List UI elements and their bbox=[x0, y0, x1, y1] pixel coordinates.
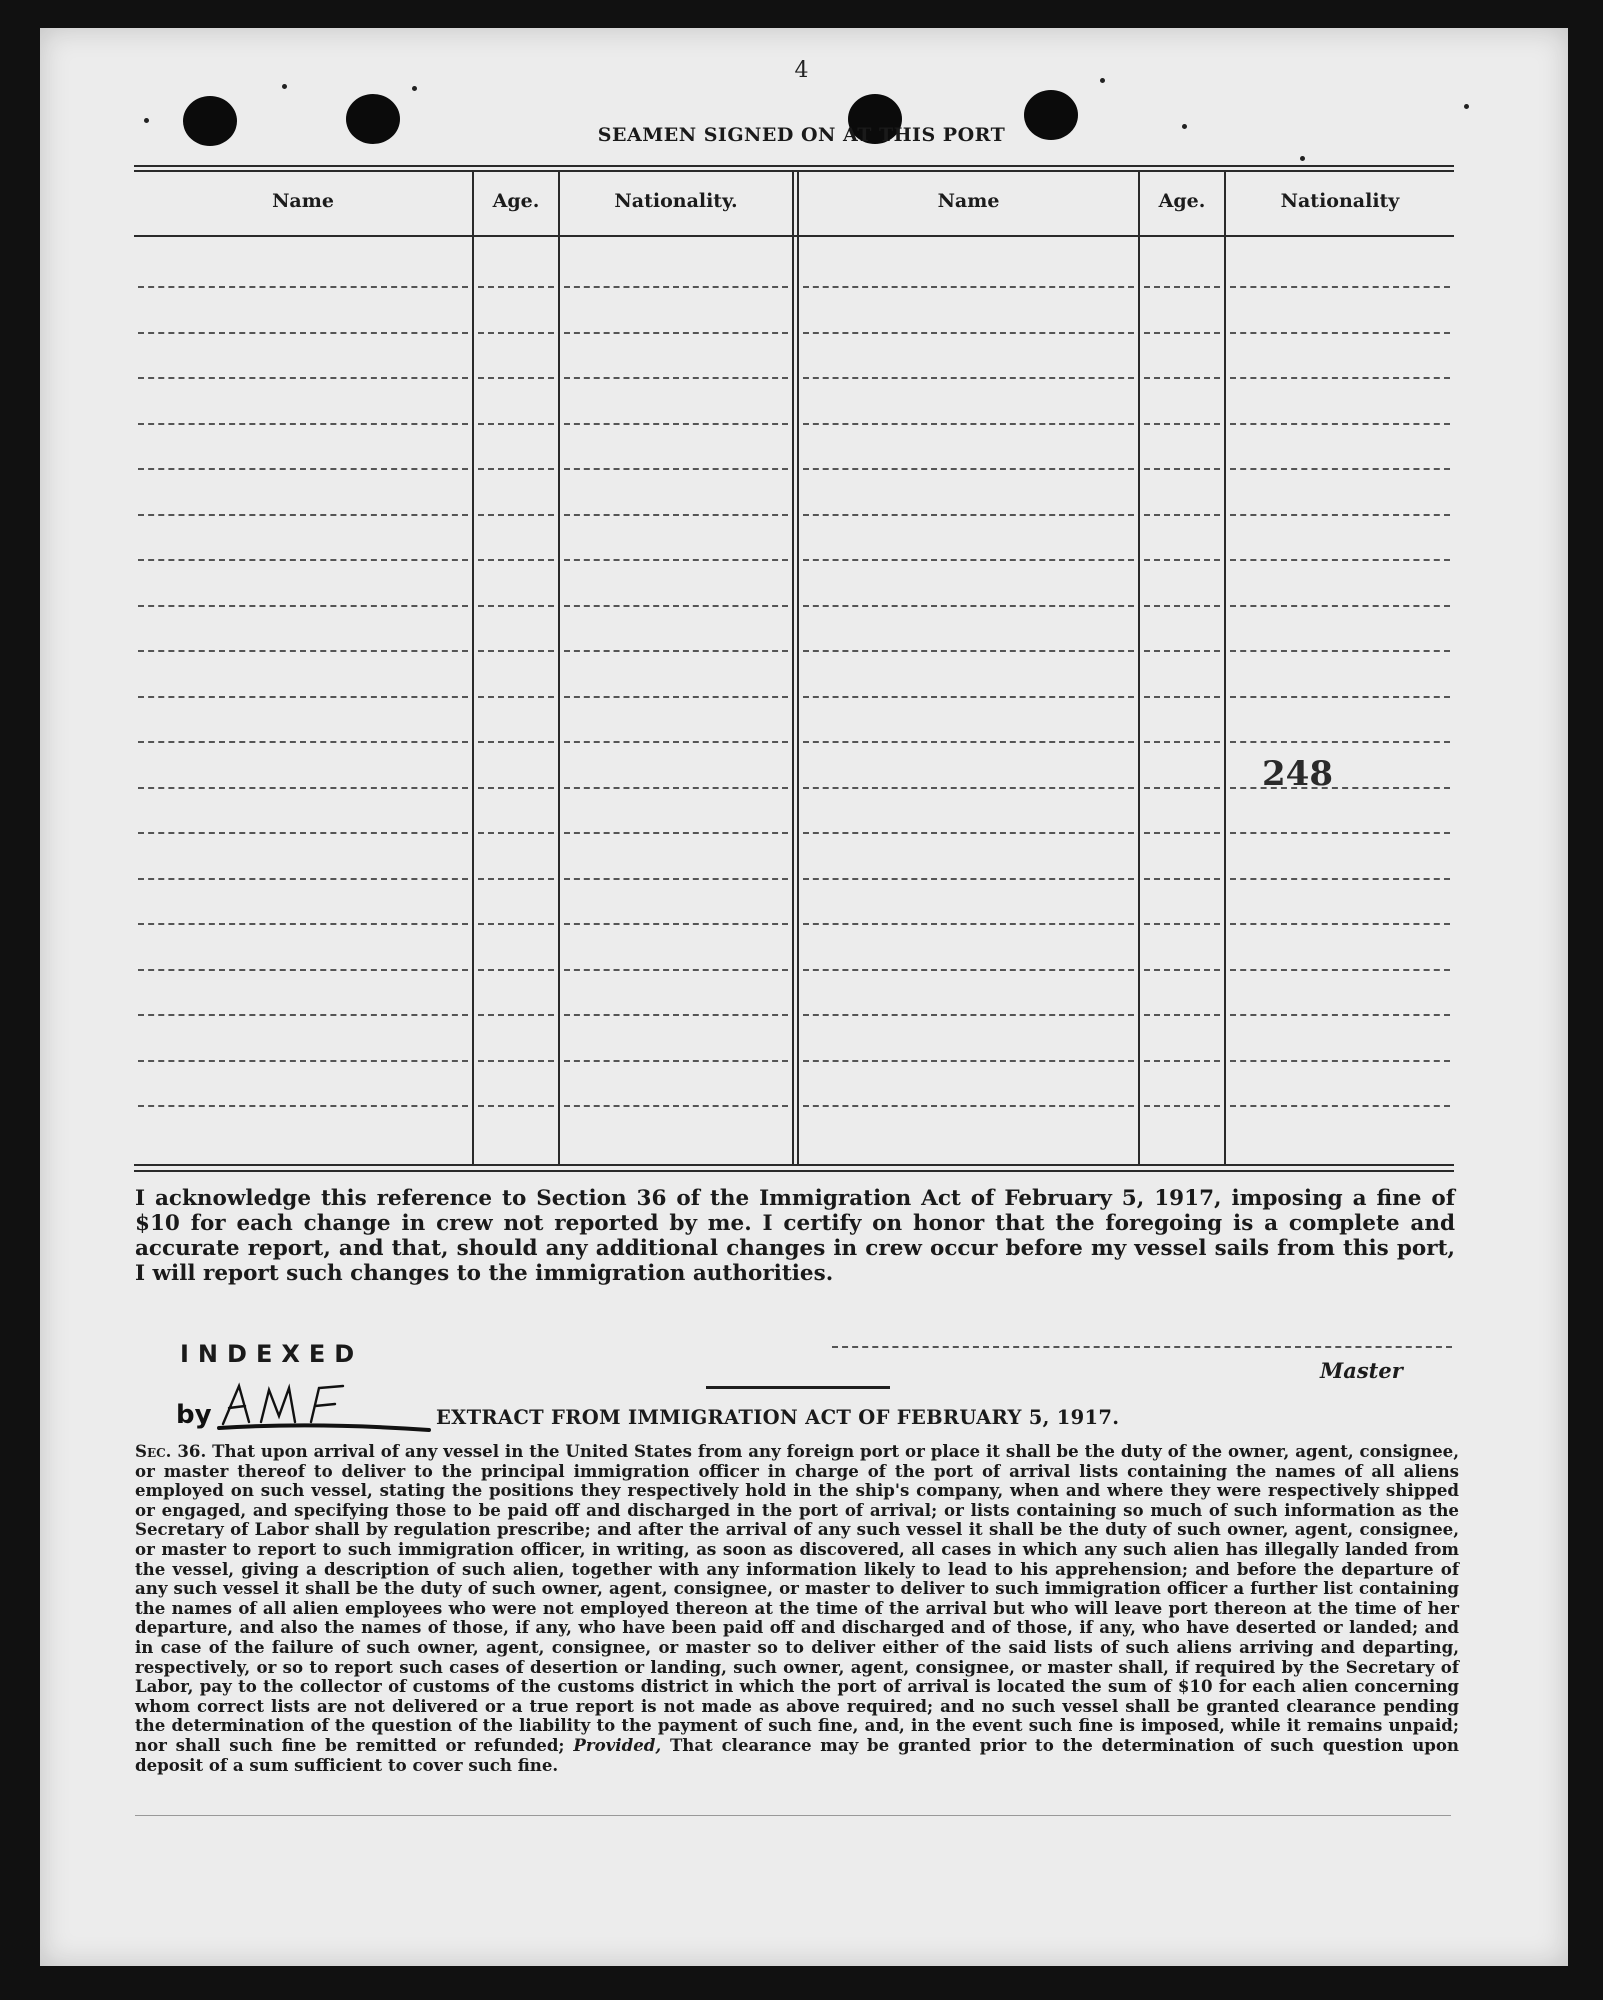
entry-line bbox=[138, 969, 468, 971]
entry-line bbox=[564, 423, 788, 425]
section-text-part1: That upon arrival of any vessel in the United States from any foreign port or place it shall be the duty of the owner, agent, consignee, or master thereof to deliver to the principal immigration officer in charge of the port of arrival lists containing the names of all aliens employed on such vessel, stating the positions they respectively hold in the ship's company, when and where they were respectively shipped or engaged, and specifying those to be paid off and discharged in the port of arrival; or lists containing so much of such information as the Secretary of Labor shall by regulation prescribe; and after the arrival of any such vessel it shall be the duty of such owner, agent, consignee, or master to report to such immigration officer, in writing, as soon as discovered, all cases in which any such alien has illegally landed from the vessel, giving a description of such alien, together with any information likely to lead to his apprehension; and before the departure of any such vessel it shall be the duty of such owner, agent, consignee, or master to deliver to such immigration officer a further list containing the names of all alien employees who were not employed thereon at the time of the arrival but who will leave port thereon at the time of her departure, and also the names of those, if any, who have been paid off and discharged and of those, if any, who have deserted or landed; and in case of the failure of such owner, agent, consignee, or master so to deliver either of the said lists of such aliens arriving and departing, respectively, or so to report such cases of desertion or landing, such owner, agent, consignee, or master shall, if required by the Secretary of Labor, pay to the collector of customs of the customs district in which the port of arrival is located the sum of $10 for each alien concerning whom correct lists are not delivered or a true report is not made as above required; and no such vessel shall be granted clearance pending the determination of the question of the liability to the payment of such fine, and, in the event such fine is imposed, while it remains unpaid; nor shall such fine be remitted or refunded; bbox=[135, 1441, 1460, 1755]
entry-line bbox=[564, 787, 788, 789]
entry-line bbox=[1230, 650, 1450, 652]
entry-line bbox=[138, 1105, 468, 1107]
entry-line bbox=[803, 1105, 1134, 1107]
acknowledgment-paragraph: I acknowledge this reference to Section 36 of the Immigration Act of February 5, 1917, imposing a fine of $10 for each change in crew not reported by me. I certify on honor that the foregoing is a complete and accurate report, and that, should any additional changes in crew occur before my vessel sails from this port, I will report such changes to the immigration authorities. bbox=[135, 1186, 1455, 1286]
col-name-left: Name bbox=[272, 190, 334, 212]
entry-line bbox=[564, 1060, 788, 1062]
entry-line bbox=[1144, 741, 1220, 743]
entry-line bbox=[138, 286, 468, 288]
entry-line bbox=[478, 332, 554, 334]
entry-line bbox=[138, 923, 468, 925]
col-nationality-left: Nationality. bbox=[614, 190, 738, 212]
entry-line bbox=[803, 832, 1134, 834]
ink-speck bbox=[1464, 104, 1469, 109]
entry-line bbox=[478, 787, 554, 789]
entry-line bbox=[564, 741, 788, 743]
entry-line bbox=[1230, 741, 1450, 743]
entry-line bbox=[1144, 878, 1220, 880]
entry-line bbox=[803, 1014, 1134, 1016]
entry-line bbox=[564, 969, 788, 971]
table-header-rule bbox=[134, 235, 1454, 237]
entry-line bbox=[478, 559, 554, 561]
entry-line bbox=[803, 377, 1134, 379]
column-divider bbox=[797, 172, 799, 1164]
entry-line bbox=[1144, 514, 1220, 516]
master-label: Master bbox=[1320, 1358, 1403, 1383]
entry-line bbox=[138, 423, 468, 425]
col-age-right: Age. bbox=[1158, 190, 1206, 212]
entry-line bbox=[1144, 787, 1220, 789]
entry-line bbox=[138, 741, 468, 743]
entry-line bbox=[478, 741, 554, 743]
master-signature-line bbox=[832, 1346, 1452, 1348]
entry-line bbox=[1144, 286, 1220, 288]
entry-line bbox=[564, 878, 788, 880]
col-age-left: Age. bbox=[492, 190, 540, 212]
entry-line bbox=[803, 559, 1134, 561]
entry-line bbox=[564, 1105, 788, 1107]
entry-line bbox=[803, 514, 1134, 516]
ink-speck bbox=[1300, 156, 1305, 161]
section-36-text bbox=[135, 1442, 1459, 1775]
entry-line bbox=[1230, 696, 1450, 698]
entry-line bbox=[1144, 423, 1220, 425]
entry-line bbox=[803, 923, 1134, 925]
column-divider bbox=[792, 172, 794, 1164]
entry-line bbox=[478, 286, 554, 288]
extract-title: EXTRACT FROM IMMIGRATION ACT OF FEBRUARY 5, 1917. bbox=[436, 1406, 1120, 1429]
entry-line bbox=[564, 514, 788, 516]
entry-line bbox=[1144, 969, 1220, 971]
entry-line bbox=[803, 787, 1134, 789]
column-divider bbox=[472, 172, 474, 1164]
column-divider bbox=[558, 172, 560, 1164]
entry-line bbox=[1230, 514, 1450, 516]
entry-line bbox=[1144, 696, 1220, 698]
table-bottom-rule bbox=[134, 1164, 1454, 1166]
entry-line bbox=[478, 650, 554, 652]
entry-line bbox=[1230, 1014, 1450, 1016]
entry-line bbox=[564, 832, 788, 834]
entry-line bbox=[1230, 468, 1450, 470]
col-nationality-right: Nationality bbox=[1280, 190, 1400, 212]
entry-line bbox=[803, 969, 1134, 971]
entry-line bbox=[1230, 878, 1450, 880]
col-name-right: Name bbox=[937, 190, 1000, 212]
entry-line bbox=[1144, 650, 1220, 652]
entry-line bbox=[1144, 332, 1220, 334]
entry-line bbox=[803, 1060, 1134, 1062]
entry-line bbox=[1230, 332, 1450, 334]
entry-line bbox=[138, 1014, 468, 1016]
entry-line bbox=[478, 1060, 554, 1062]
entry-line bbox=[1230, 605, 1450, 607]
column-divider bbox=[1224, 172, 1226, 1164]
entry-line bbox=[138, 332, 468, 334]
entry-line bbox=[803, 332, 1134, 334]
entry-line bbox=[138, 468, 468, 470]
provided-term: Provided, bbox=[573, 1734, 662, 1755]
entry-line bbox=[1144, 559, 1220, 561]
entry-line bbox=[138, 650, 468, 652]
entry-line bbox=[478, 878, 554, 880]
entry-line bbox=[1144, 377, 1220, 379]
ink-speck bbox=[282, 84, 287, 89]
table-top-rule bbox=[134, 170, 1454, 172]
entry-line bbox=[478, 377, 554, 379]
section-text-part2: That clearance may be granted prior to the determination of such question upon deposit of a sum sufficient to cover such fine. bbox=[135, 1734, 1459, 1775]
entry-line bbox=[478, 832, 554, 834]
entry-line bbox=[1230, 832, 1450, 834]
section-title: SEAMEN SIGNED ON AT THIS PORT bbox=[597, 124, 1006, 146]
entry-line bbox=[478, 514, 554, 516]
entry-line bbox=[1230, 1060, 1450, 1062]
ink-speck bbox=[412, 86, 417, 91]
entry-line bbox=[564, 923, 788, 925]
entry-line bbox=[1230, 969, 1450, 971]
entry-line bbox=[803, 650, 1134, 652]
indexed-stamp: INDEXED bbox=[180, 1340, 364, 1368]
entry-line bbox=[138, 1060, 468, 1062]
entry-line bbox=[803, 286, 1134, 288]
entry-line bbox=[1144, 832, 1220, 834]
entry-line bbox=[564, 650, 788, 652]
entry-line bbox=[1144, 1014, 1220, 1016]
entry-line bbox=[138, 559, 468, 561]
section-label: Sec. 36. bbox=[135, 1441, 207, 1461]
entry-line bbox=[478, 923, 554, 925]
entry-line bbox=[138, 377, 468, 379]
entry-line bbox=[1230, 923, 1450, 925]
indexer-initials-signature bbox=[215, 1376, 435, 1436]
entry-line bbox=[138, 514, 468, 516]
entry-line bbox=[564, 286, 788, 288]
entry-line bbox=[1144, 468, 1220, 470]
entry-line bbox=[478, 969, 554, 971]
entry-line bbox=[478, 468, 554, 470]
entry-line bbox=[803, 741, 1134, 743]
extract-rule bbox=[706, 1386, 890, 1389]
entry-line bbox=[564, 605, 788, 607]
entry-line bbox=[1144, 1060, 1220, 1062]
entry-line bbox=[1230, 423, 1450, 425]
entry-line bbox=[564, 1014, 788, 1016]
entry-line bbox=[478, 423, 554, 425]
entry-line bbox=[1230, 559, 1450, 561]
entry-line bbox=[138, 878, 468, 880]
entry-line bbox=[1144, 1105, 1220, 1107]
entry-line bbox=[478, 696, 554, 698]
entry-line bbox=[1230, 377, 1450, 379]
entry-line bbox=[564, 332, 788, 334]
entry-line bbox=[803, 423, 1134, 425]
entry-line bbox=[478, 605, 554, 607]
table-bottom-rule bbox=[134, 1170, 1454, 1172]
entry-line bbox=[803, 878, 1134, 880]
stamped-page-number: 248 bbox=[1262, 754, 1333, 794]
entry-line bbox=[564, 559, 788, 561]
entry-line bbox=[564, 696, 788, 698]
entry-line bbox=[1230, 286, 1450, 288]
entry-line bbox=[1144, 605, 1220, 607]
bottom-rule bbox=[135, 1815, 1451, 1816]
entry-line bbox=[478, 1014, 554, 1016]
entry-line bbox=[803, 605, 1134, 607]
indexed-by-label: by bbox=[176, 1400, 212, 1430]
entry-line bbox=[1230, 1105, 1450, 1107]
entry-line bbox=[138, 696, 468, 698]
entry-line bbox=[138, 832, 468, 834]
ink-speck bbox=[144, 118, 149, 123]
entry-line bbox=[138, 787, 468, 789]
entry-line bbox=[564, 377, 788, 379]
entry-line bbox=[803, 696, 1134, 698]
entry-line bbox=[564, 468, 788, 470]
entry-line bbox=[138, 605, 468, 607]
entry-line bbox=[478, 1105, 554, 1107]
entry-line bbox=[1144, 923, 1220, 925]
table-top-rule bbox=[134, 165, 1454, 167]
entry-line bbox=[803, 468, 1134, 470]
page-number: 4 bbox=[794, 58, 809, 83]
column-divider bbox=[1138, 172, 1140, 1164]
